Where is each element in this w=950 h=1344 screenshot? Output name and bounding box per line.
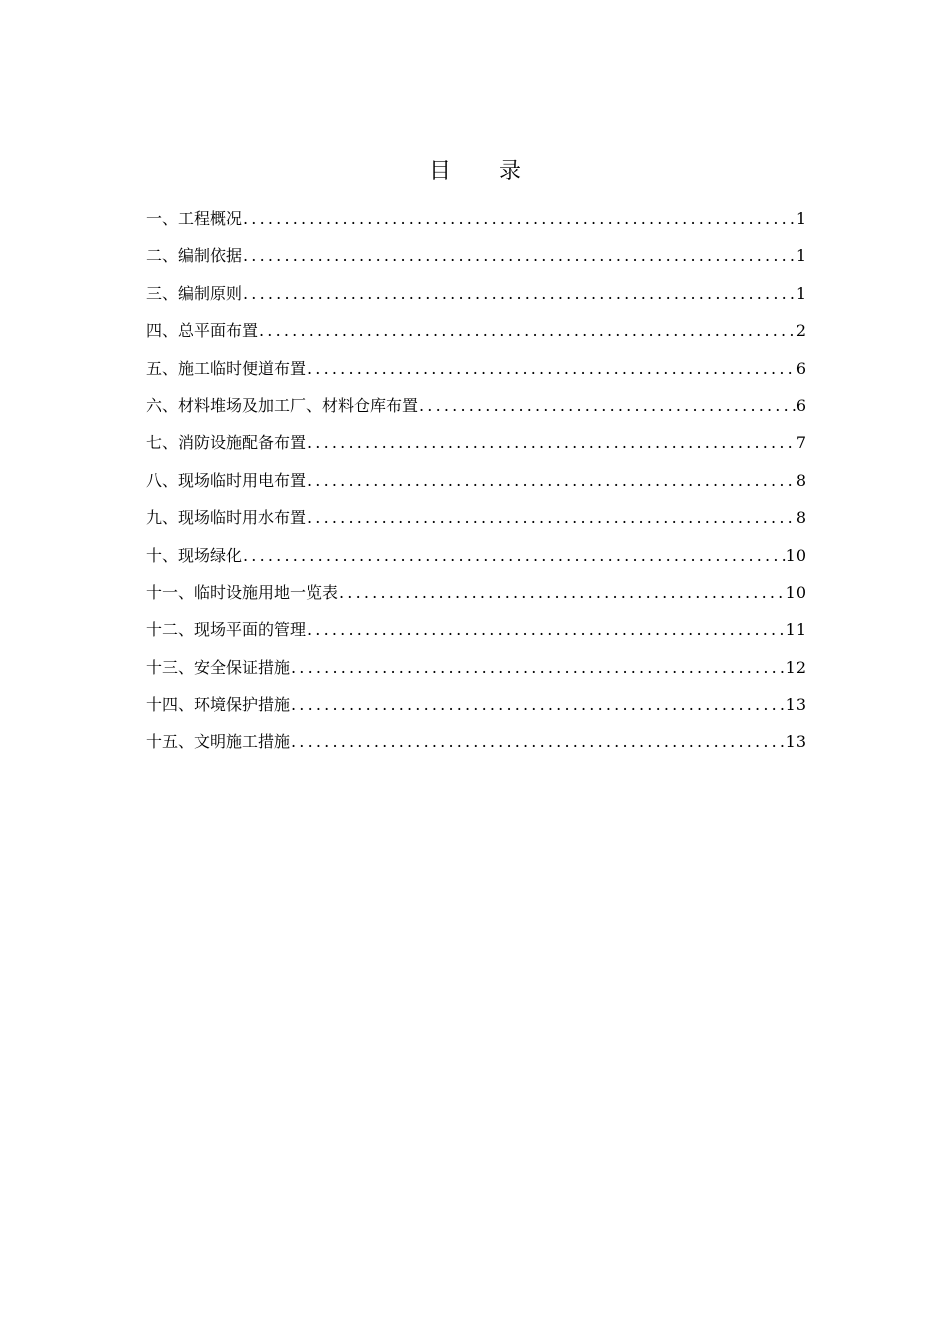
toc-entry-page: 2 bbox=[795, 321, 806, 341]
toc-leader-dots bbox=[419, 394, 796, 418]
toc-entry-label: 九、现场临时用水布置 bbox=[146, 508, 307, 528]
toc-entry-label: 十三、安全保证措施 bbox=[146, 657, 291, 677]
table-of-contents bbox=[146, 207, 806, 768]
toc-title-char-2: 录 bbox=[499, 159, 522, 184]
toc-entry-label: 十二、现场平面的管理 bbox=[146, 620, 307, 640]
toc-leader-dots bbox=[307, 357, 796, 381]
toc-entry-label: 十一、临时设施用地一览表 bbox=[146, 582, 339, 602]
toc-entry[interactable] bbox=[146, 506, 806, 543]
toc-entry[interactable] bbox=[146, 207, 806, 244]
toc-entry-page: 6 bbox=[795, 395, 806, 415]
toc-entry-label: 四、总平面布置 bbox=[146, 321, 259, 341]
toc-entry-label: 十五、文明施工措施 bbox=[146, 732, 291, 752]
toc-entry-label: 七、消防设施配备布置 bbox=[146, 433, 307, 453]
toc-entry-page: 10 bbox=[785, 582, 806, 602]
toc-title bbox=[0, 156, 950, 188]
toc-leader-dots bbox=[291, 693, 786, 717]
toc-entry-page: 7 bbox=[795, 433, 806, 453]
toc-entry[interactable] bbox=[146, 618, 806, 655]
toc-title-char-1: 目 bbox=[428, 159, 451, 184]
toc-entry-label: 一、工程概况 bbox=[146, 209, 243, 228]
toc-entry[interactable] bbox=[146, 394, 806, 431]
toc-leader-dots bbox=[307, 618, 786, 642]
toc-entry[interactable] bbox=[146, 431, 806, 468]
toc-entry-page: 8 bbox=[795, 470, 806, 490]
toc-entry-page: 13 bbox=[785, 695, 806, 715]
toc-entry-label: 五、施工临时便道布置 bbox=[146, 358, 307, 378]
toc-entry-label: 八、现场临时用电布置 bbox=[146, 470, 307, 490]
toc-entry-page: 12 bbox=[785, 657, 806, 677]
toc-leader-dots bbox=[307, 431, 796, 455]
toc-entry-label: 二、编制依据 bbox=[146, 246, 243, 266]
toc-entry-page: 6 bbox=[795, 358, 806, 378]
toc-leader-dots bbox=[307, 469, 796, 493]
toc-entry-label: 六、材料堆场及加工厂、材料仓库布置 bbox=[146, 395, 419, 415]
toc-entry[interactable] bbox=[146, 730, 806, 767]
toc-leader-dots bbox=[243, 207, 796, 231]
toc-entry[interactable] bbox=[146, 544, 806, 581]
toc-entry[interactable] bbox=[146, 581, 806, 618]
toc-entry[interactable] bbox=[146, 469, 806, 506]
toc-leader-dots bbox=[291, 730, 786, 754]
toc-entry-label: 三、编制原则 bbox=[146, 283, 243, 303]
toc-entry[interactable] bbox=[146, 244, 806, 281]
toc-entry-page: 1 bbox=[795, 209, 806, 228]
toc-entry-page: 11 bbox=[785, 620, 806, 640]
toc-entry-label: 十、现场绿化 bbox=[146, 545, 243, 565]
toc-entry-page: 1 bbox=[795, 246, 806, 266]
toc-entry-label: 十四、环境保护措施 bbox=[146, 695, 291, 715]
toc-leader-dots bbox=[291, 656, 786, 680]
toc-leader-dots bbox=[339, 581, 786, 605]
toc-entry-page: 1 bbox=[795, 283, 806, 303]
toc-leader-dots bbox=[243, 544, 786, 568]
toc-entry-page: 10 bbox=[785, 545, 806, 565]
toc-entry[interactable] bbox=[146, 656, 806, 693]
toc-leader-dots bbox=[243, 244, 796, 268]
toc-leader-dots bbox=[307, 506, 796, 530]
toc-entry-page: 8 bbox=[795, 508, 806, 528]
toc-leader-dots bbox=[243, 282, 796, 306]
toc-entry[interactable] bbox=[146, 319, 806, 356]
toc-entry-page: 13 bbox=[785, 732, 806, 752]
toc-entry[interactable] bbox=[146, 357, 806, 394]
toc-entry[interactable] bbox=[146, 282, 806, 319]
toc-leader-dots bbox=[259, 319, 796, 343]
toc-entry[interactable] bbox=[146, 693, 806, 730]
